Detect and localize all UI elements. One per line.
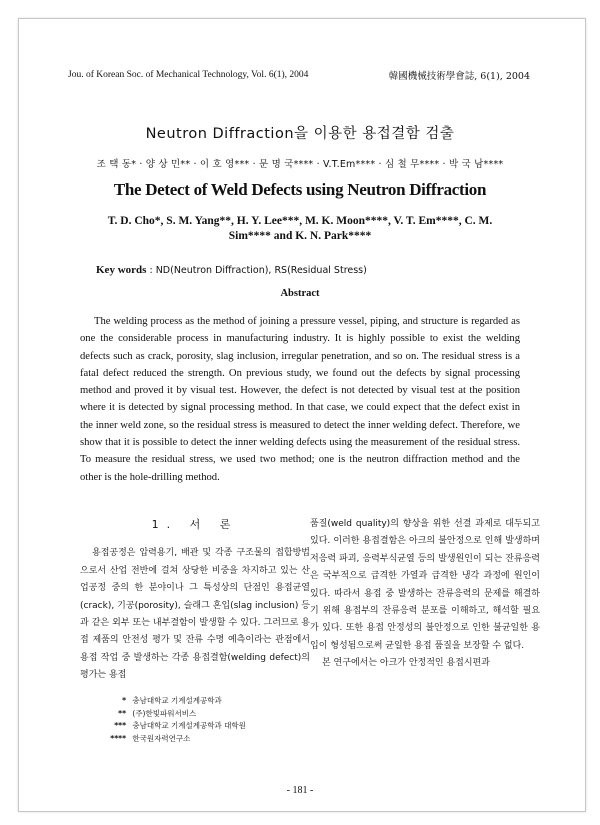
section-heading: 1. 서 론: [151, 518, 239, 531]
title-english: The Detect of Weld Defects using Neutron Diffraction: [113, 180, 487, 199]
affiliation-mark: ****: [110, 733, 126, 743]
journal-header-right: 韓國機械技術學會誌, 6(1), 2004: [388, 71, 530, 82]
abstract-body: The welding process as the method of joining a pressure vessel, piping, and structure is regarded as one the considerable process in manufacturing industry. It is highly possible to exist the welding defects such as crack, porosity, slag inclusion, irregular penetration, and so on. The residual stress is a fatal defect reduced the strength. On previous study, we found out the defects by signal processing method and proved it by visual test. However, the defect is not detected by visual test at the position where it is detected by signal processing method. In that case, we could expect that the defect exist in the inner weld zone, so the residual stress is measured to detect the inner welding defect. Therefore, we show that it is possible to detect the inner welding defects using the measurement of the residual stress. To measure the residual stress, we used two method; one is the neutron diffraction method and the other is the hole-drilling method.: [80, 316, 520, 483]
affiliation-item: [82, 695, 246, 708]
section-left-paragraph: 용접공정은 압력용기, 배관 및 각종 구조물의 접합방법으로서 산업 전반에 걸쳐 상당한 비중을 차지하고 있는 산업공정 중의 한 분야이나 그 특성상의 단점인 용접균열(crack), 기공(porosity), 슬래그 혼입(slag inclusion) 등과 같은 외부 또는 내부결함이 발생할 수 있다. 그러므로 용접 제품의 안전성 평가 및 잔류 수명 예측이라는 관점에서 용접 작업 중 발생하는 각종 용접결함(welding defect)의 평가는 용접: [80, 548, 310, 681]
page-number: - 181 -: [286, 785, 314, 796]
affiliation-text: 한국원자력연구소: [132, 733, 191, 743]
affiliations: [82, 695, 246, 745]
keywords-separator: :: [149, 265, 153, 276]
affiliation-mark: ***: [114, 721, 126, 730]
affiliation-item: [82, 720, 246, 733]
keywords-label: Key words: [96, 264, 147, 276]
affiliation-mark: **: [118, 708, 126, 718]
affiliation-text: (주)한빛파워서비스: [132, 708, 197, 718]
left-column: [80, 510, 310, 685]
affiliation-text: 충남대학교 기계설계공학과 대학원: [132, 721, 246, 730]
section-right-paragraph-1: 품질(weld quality)의 향상을 위한 선결 과제로 대두되고 있다. 이러한 용접결함은 아크의 불안정으로 인해 발생하며 저응력 파괴, 응력부식균열 등의 발생원인이 되는 잔류응력은 국부적으로 급격한 가열과 급격한 냉각 과정에 원인이 있다. 따라서 용접 중 발생하는 잔류응력의 문제를 해결하기 위해 용접부의 잔류응력 분포를 이해하고, 해석할 필요가 있다. 또한 용접 안정성의 불안정으로 인한 불균일한 용입이 형성됨으로써 균일한 용접 품질을 보장할 수 없다.: [310, 519, 540, 651]
authors-korean: 조 택 동* · 양 상 민** · 이 호 영*** · 문 명 국**** · V.T.Em**** · 심 철 무**** · 박 국 남****: [96, 159, 504, 170]
title-korean: Neutron Diffraction을 이용한 용접결함 검출: [145, 126, 455, 142]
abstract-title: Abstract: [280, 288, 320, 299]
affiliation-mark: *: [122, 696, 126, 705]
section-right-paragraph-2: 본 연구에서는 아크가 안정적인 용접시편과: [322, 658, 490, 669]
affiliation-text: 충남대학교 기계설계공학과: [132, 696, 222, 705]
right-column: [310, 516, 540, 673]
journal-header-left: Jou. of Korean Soc. of Mechanical Technology, Vol. 6(1), 2004: [68, 70, 309, 80]
affiliation-item: [82, 733, 246, 746]
keywords-value: ND(Neutron Diffraction), RS(Residual Stress): [155, 265, 367, 276]
authors-english: T. D. Cho*, S. M. Yang**, H. Y. Lee***, M. K. Moon****, V. T. Em****, C. M. Sim**** and K. N. Park****: [107, 215, 493, 242]
keywords: [96, 264, 367, 276]
affiliation-item: [82, 708, 246, 721]
